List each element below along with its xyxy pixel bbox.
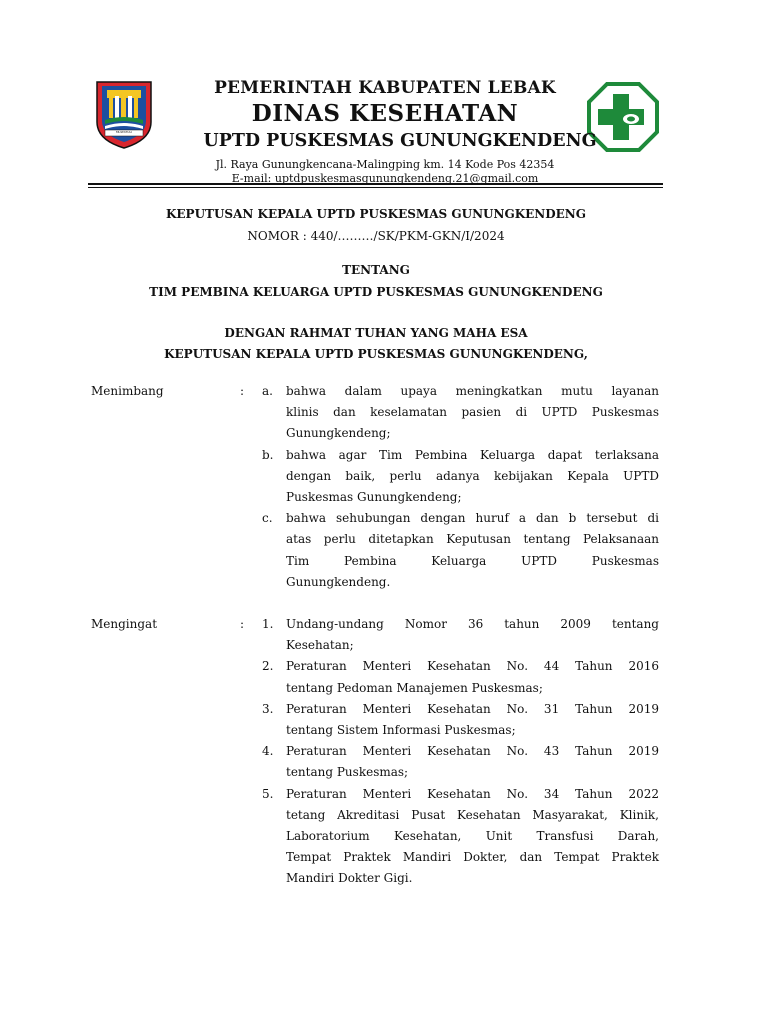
- item-line: dengan baik, perlu adanya kebijakan Kepala UPTD: [286, 468, 659, 483]
- mengingat-colon: :: [240, 617, 245, 631]
- list-item: [262, 784, 659, 890]
- letterhead-rule-thin: [88, 187, 663, 188]
- item-marker: 1.: [262, 617, 274, 631]
- email-line: E-mail: uptdpuskesmasgunungkendeng.21@gmail.com: [231, 172, 539, 185]
- list-item: [262, 699, 659, 741]
- item-line: tentang Pedoman Manajemen Puskesmas;: [286, 680, 543, 695]
- menimbang-label: Menimbang: [91, 384, 164, 398]
- about-text: TIM PEMBINA KELUARGA UPTD PUSKESMAS GUNUNGKENDENG: [149, 285, 603, 299]
- menimbang-colon: :: [240, 384, 245, 398]
- letterhead-rule-thick: [88, 183, 663, 185]
- item-line: Tempat Praktek Mandiri Dokter, dan Tempat Praktek: [286, 850, 659, 865]
- item-line: tentang Puskesmas;: [286, 765, 409, 780]
- item-line: bahwa sehubungan dengan huruf a dan b tersebut di: [286, 511, 659, 526]
- list-item: [262, 741, 659, 783]
- item-marker: 4.: [262, 744, 274, 759]
- item-line: Peraturan Menteri Kesehatan No. 43 Tahun 2019: [286, 744, 659, 759]
- mengingat-label: Mengingat: [91, 617, 158, 631]
- list-item: [262, 445, 659, 509]
- menimbang-list: [262, 381, 659, 593]
- item-line: Laboratorium Kesehatan, Unit Transfusi Darah,: [286, 829, 659, 844]
- item-marker: 5.: [262, 786, 274, 801]
- agency-name: DINAS KESEHATAN: [251, 100, 519, 127]
- item-line: bahwa agar Tim Pembina Keluarga dapat terlaksana: [286, 447, 659, 462]
- blessing-line: DENGAN RAHMAT TUHAN YANG MAHA ESA: [224, 326, 528, 340]
- item-line: Tim Pembina Keluarga UPTD Puskesmas: [286, 553, 659, 568]
- item-line: klinis dan keselamatan pasien di UPTD Puskesmas: [286, 405, 659, 420]
- unit-name: UPTD PUSKESMAS GUNUNGKENDENG: [203, 131, 597, 151]
- item-line: Peraturan Menteri Kesehatan No. 31 Tahun 2019: [286, 701, 659, 716]
- list-item: [262, 381, 659, 445]
- item-line: Peraturan Menteri Kesehatan No. 44 Tahun 2016: [286, 659, 659, 674]
- item-line: tetang Akreditasi Pusat Kesehatan Masyarakat, Klinik,: [286, 807, 659, 822]
- list-item: [262, 656, 659, 698]
- government-name: PEMERINTAH KABUPATEN LEBAK: [214, 78, 556, 98]
- item-marker: 3.: [262, 701, 274, 716]
- letterhead: [150, 76, 620, 185]
- item-line: Undang-undang Nomor 36 tahun 2009 tentang: [286, 617, 659, 631]
- item-line: Kesehatan;: [286, 638, 354, 653]
- item-line: bahwa dalam upaya meningkatkan mutu layanan: [286, 384, 659, 398]
- list-item: [262, 614, 659, 656]
- lebak-emblem-logo-icon: [93, 78, 155, 150]
- item-marker: b.: [262, 447, 274, 462]
- address-line: Jl. Raya Gunungkencana-Malingping km. 14 Kode Pos 42354: [215, 158, 555, 171]
- item-line: Peraturan Menteri Kesehatan No. 34 Tahun 2022: [286, 786, 659, 801]
- decree-title: KEPUTUSAN KEPALA UPTD PUSKESMAS GUNUNGKENDENG: [165, 207, 587, 221]
- item-marker: 2.: [262, 659, 274, 674]
- item-line: Gunungkendeng.: [286, 574, 391, 589]
- item-line: Puskesmas Gunungkendeng;: [286, 490, 462, 505]
- item-line: atas perlu ditetapkan Keputusan tentang Pelaksanaan: [286, 532, 659, 547]
- item-marker: a.: [262, 384, 273, 398]
- list-item: [262, 508, 659, 593]
- decree-number: NOMOR : 440/………/SK/PKM-GKN/I/2024: [247, 229, 505, 243]
- about-label: TENTANG: [342, 263, 410, 277]
- item-marker: c.: [262, 511, 273, 526]
- mengingat-list: [262, 614, 659, 890]
- item-line: Mandiri Dokter Gigi.: [286, 871, 413, 886]
- item-line: Gunungkendeng;: [286, 426, 391, 441]
- authority-line: KEPUTUSAN KEPALA UPTD PUSKESMAS GUNUNGKENDENG,: [164, 347, 588, 361]
- item-line: tentang Sistem Informasi Puskesmas;: [286, 723, 516, 738]
- emblem-motto: MULTATULI: [115, 130, 133, 134]
